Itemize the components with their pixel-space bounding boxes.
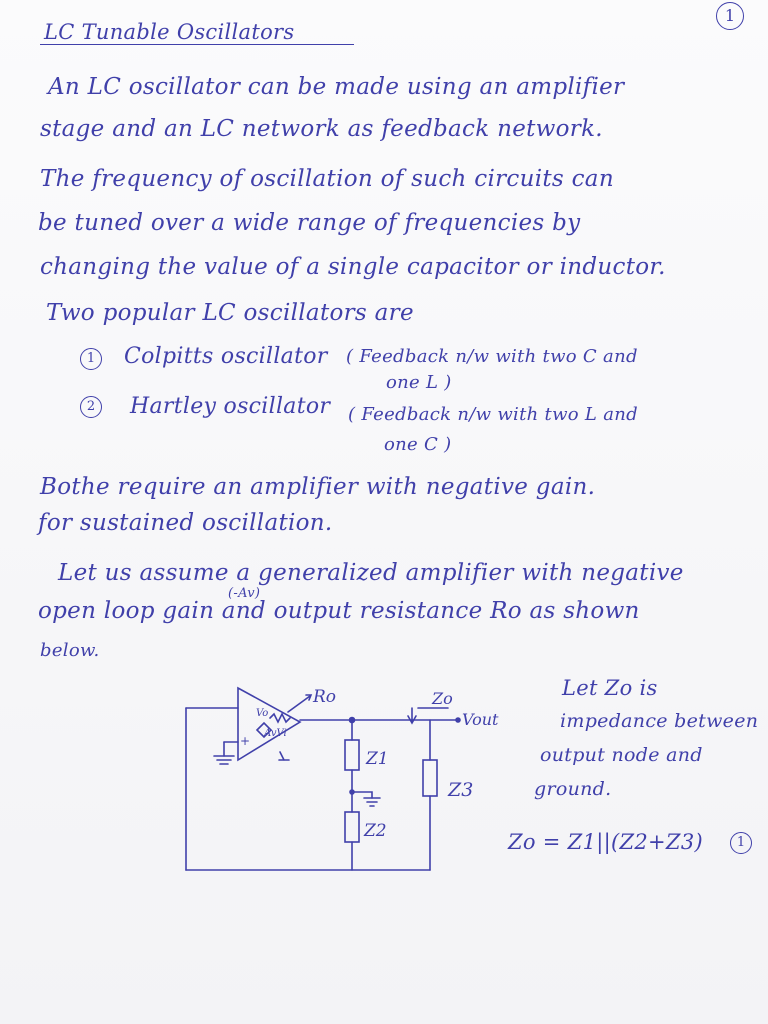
paragraph1-line1: An LC oscillator can be made using an amplifier xyxy=(48,74,625,100)
zo-label: Zo xyxy=(432,689,453,708)
amplifier-triangle xyxy=(238,688,300,760)
z2-box xyxy=(345,812,359,842)
paragraph2-line2: be tuned over a wide range of frequencies by xyxy=(38,210,581,236)
page-number: 1 xyxy=(716,2,744,30)
paragraph3-line2: for sustained oscillation. xyxy=(38,510,333,536)
list-item-1-desc2: one L ) xyxy=(386,372,452,393)
z3-box xyxy=(423,760,437,796)
plus-ground-symbol xyxy=(214,756,234,764)
ro-arrow xyxy=(288,696,310,712)
equation-zo: Zo = Z1||(Z2+Z3) xyxy=(508,830,703,854)
amp-ground xyxy=(279,752,289,760)
equation-number: 1 xyxy=(730,832,752,854)
paragraph4-line1: Let us assume a generalized amplifier with negative xyxy=(58,560,684,586)
side-note-line1: Let Zo is xyxy=(562,676,658,700)
zo-arrowhead xyxy=(408,716,416,723)
vout-terminal xyxy=(456,718,460,722)
side-note-line4: ground. xyxy=(534,778,612,800)
gain-annotation: (-Av) xyxy=(228,586,261,601)
z1-label: Z1 xyxy=(366,749,389,769)
paragraph2-line1: The frequency of oscillation of such circuits can xyxy=(40,166,614,192)
vout-label: Vout xyxy=(462,710,499,729)
list-item-2-name: Hartley oscillator xyxy=(130,394,331,419)
paragraph4-line2: open loop gain and output resistance Ro as shown xyxy=(38,598,640,624)
paragraph4-line3: below. xyxy=(40,640,100,661)
vo-label: Vo xyxy=(256,708,269,719)
dependent-source-diamond xyxy=(257,723,271,737)
side-note-line3: output node and xyxy=(540,744,703,766)
list-item-1-name: Colpitts oscillator xyxy=(124,344,328,369)
z2-label: Z2 xyxy=(364,821,387,841)
ro-label: Ro xyxy=(313,687,337,707)
z3-label: Z3 xyxy=(448,779,474,801)
ro-arrowhead xyxy=(306,695,311,700)
side-note-line2: impedance between xyxy=(560,710,759,732)
page-title: LC Tunable Oscillators xyxy=(44,20,295,44)
paragraph1-line2: stage and an LC network as feedback network. xyxy=(40,116,603,142)
title-underline xyxy=(40,44,354,45)
list-item-2-desc: ( Feedback n/w with two L and xyxy=(348,404,638,425)
list-item-2-number: 2 xyxy=(80,396,102,418)
list-item-2-desc2: one C ) xyxy=(384,434,452,455)
list-item-1-number: 1 xyxy=(80,348,102,370)
paragraph2-line4: Two popular LC oscillators are xyxy=(46,300,414,326)
middle-ground-symbol xyxy=(364,798,380,806)
plus-label: + xyxy=(240,734,251,748)
middle-node-dot xyxy=(350,790,354,794)
ro-resistor xyxy=(270,714,290,722)
list-item-1-desc: ( Feedback n/w with two C and xyxy=(346,346,638,367)
z1-box xyxy=(345,740,359,770)
dependent-source-label: AvVi xyxy=(264,728,287,739)
paragraph3-line1: Bothe require an amplifier with negative gain. xyxy=(40,474,596,500)
output-node-dot xyxy=(350,718,355,723)
paragraph2-line3: changing the value of a single capacitor or inductor. xyxy=(40,254,666,280)
middle-ground-lead xyxy=(352,792,372,798)
